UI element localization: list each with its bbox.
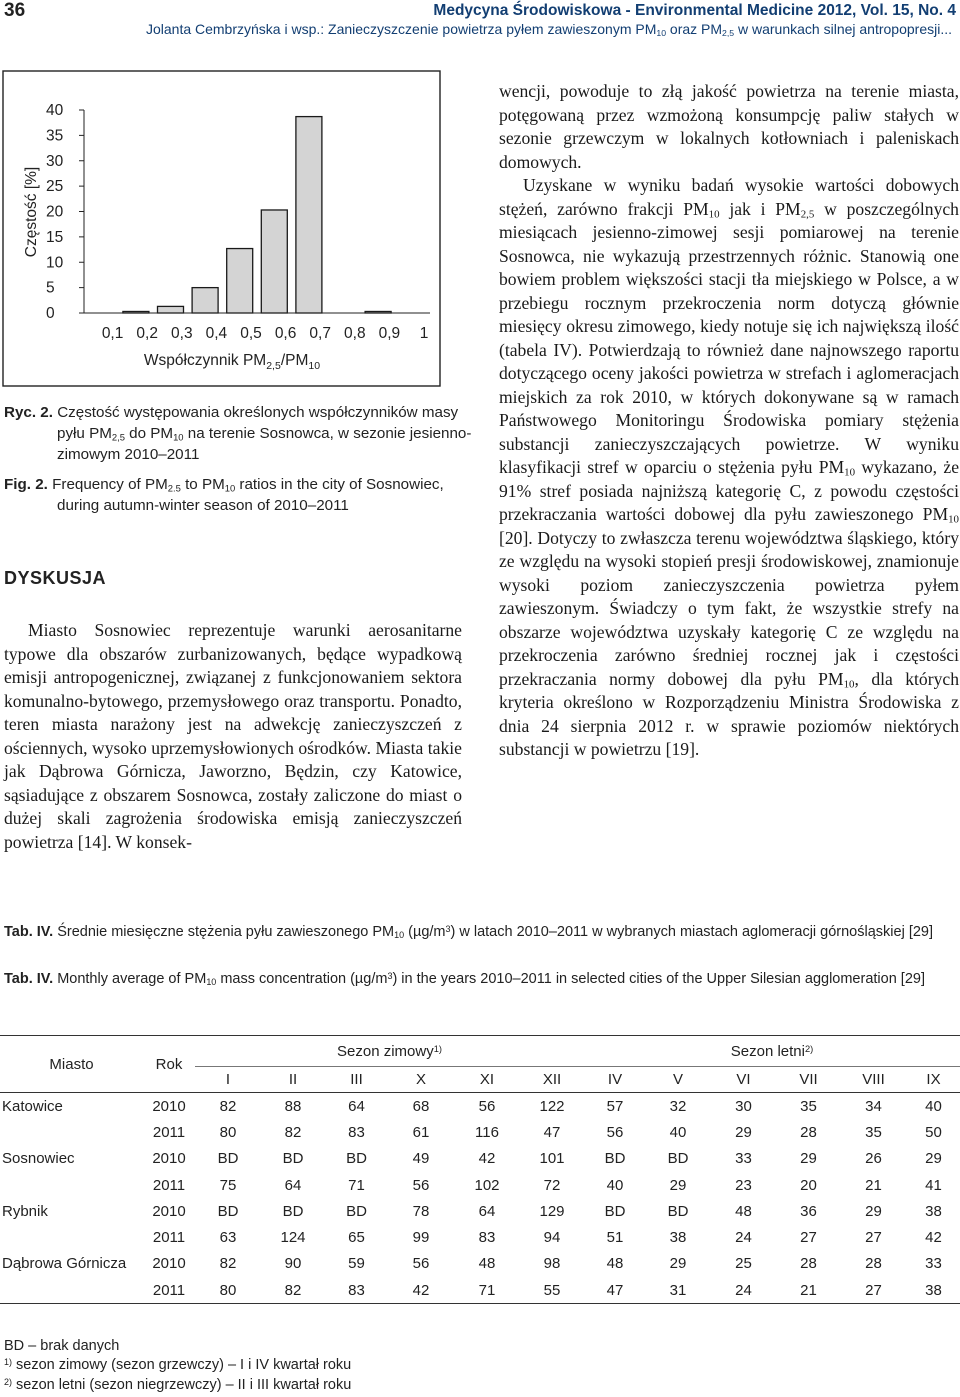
value-cell: 48 [735, 1202, 752, 1220]
value-cell: 56 [412, 1255, 430, 1273]
running-head-sub: 2,5 [722, 28, 735, 39]
city-cell: Dąbrowa Górnicza [2, 1255, 127, 1273]
value-cell: 24 [735, 1229, 752, 1247]
value-cell: 20 [800, 1176, 817, 1194]
value-cell: 35 [800, 1097, 817, 1115]
value-cell: 33 [735, 1150, 752, 1168]
value-cell: 30 [735, 1097, 752, 1115]
running-head-sub: 10 [656, 28, 667, 39]
journal-title: Medycyna Środowiskowa - Environmental Medicine 2012, Vol. 15, No. 4 [433, 2, 956, 19]
value-cell: 94 [543, 1229, 561, 1247]
value-cell: 29 [669, 1176, 687, 1194]
footnote-2 [4, 1376, 351, 1395]
caption-text: ) w latach 2010–2011 w wybranych miastach aglomeracji górnośląskiej [29] [450, 924, 934, 940]
figure-caption-en [4, 474, 487, 516]
value-cell: 63 [219, 1229, 237, 1247]
caption-text: to PM [180, 476, 225, 493]
value-cell: 24 [710, 1277, 777, 1304]
value-cell: 29 [800, 1150, 817, 1168]
value-cell: 80 [195, 1277, 261, 1304]
value-cell: 98 [543, 1255, 561, 1273]
x-tick-label: 0,5 [240, 325, 262, 342]
value-cell: 72 [543, 1176, 561, 1194]
value-cell: 64 [284, 1176, 302, 1194]
value-cell: 21 [777, 1277, 840, 1304]
value-cell: 82 [284, 1123, 302, 1141]
value-cell: 56 [606, 1123, 624, 1141]
running-head-text: Jolanta Cembrzyńska i wsp.: Zanieczyszczenie powietrza pyłem zawieszonym PM [145, 21, 657, 37]
month-header: II [261, 1067, 325, 1093]
value-cell: BD [604, 1150, 626, 1168]
value-cell: 55 [520, 1277, 584, 1304]
bar [296, 117, 322, 313]
month-header: VI [710, 1067, 777, 1093]
x-axis-label [144, 352, 320, 372]
value-cell: 23 [735, 1176, 752, 1194]
year-cell: 2011 [152, 1123, 186, 1141]
month-header: VIII [840, 1067, 907, 1093]
value-cell: 48 [478, 1255, 496, 1273]
value-cell: 25 [735, 1255, 752, 1273]
paragraph: wencji, powoduje to złą jakość powietrza na terenie miasta, potęgowaną przez wzmożoną konsumpcję paliw stałych w sezonie grzewczym w lokalnych kotłowniach i paleniskach domowych. [499, 81, 959, 172]
year-cell: 2010 [152, 1097, 186, 1115]
value-cell: 38 [669, 1229, 687, 1247]
value-cell: 33 [925, 1255, 942, 1273]
value-cell: 82 [219, 1255, 237, 1273]
bar [227, 249, 253, 313]
year-cell: 2010 [152, 1150, 186, 1168]
city-cell: Katowice [2, 1097, 63, 1115]
table-row [0, 1172, 960, 1198]
value-cell: 56 [478, 1097, 496, 1115]
value-cell: BD [217, 1202, 239, 1220]
footnote-text: sezon zimowy (sezon grzewczy) – I i IV kwartał roku [12, 1357, 352, 1373]
x-tick-label: 0,8 [344, 325, 366, 342]
year-cell: 2010 [152, 1202, 186, 1220]
figure-caption-pl [4, 402, 487, 465]
figure-caption-label: Fig. 2. [4, 476, 48, 493]
x-tick-label: 0,7 [309, 325, 331, 342]
value-cell: BD [667, 1150, 689, 1168]
table-row [0, 1119, 960, 1145]
x-axis-label-part: /PM [280, 352, 309, 369]
value-cell: 61 [412, 1123, 430, 1141]
winter-label: Sezon zimowy [337, 1042, 434, 1060]
paragraph-text: [20]. Dotyczy to zwłaszcza terenu województwa śląskiego, który ze względu na wysoki stopień presji środowiskowej, znamionuje wysoki poziom zanieczyszczenia powietrza pyłem zawieszonym. Świadczy o tym fakt, że wszystkie strefy na obszarze województwa uzyskały kategorię C ze względu na przekroczenia zarówno średniej rocznej jak i częstości przekraczania normy dobowej dla pyłu PM [499, 527, 959, 689]
x-tick-label: 0,6 [274, 325, 297, 342]
value-cell: 34 [865, 1097, 882, 1115]
value-cell: 56 [412, 1176, 430, 1194]
bar [192, 288, 218, 313]
value-cell: 40 [669, 1123, 687, 1141]
value-cell: 42 [388, 1277, 454, 1304]
month-header: VII [777, 1067, 840, 1093]
caption-text: Średnie miesięczne stężenia pyłu zawieszonego PM [53, 924, 395, 940]
value-cell: 129 [539, 1202, 565, 1220]
table-caption-label: Tab. IV. [4, 971, 54, 987]
table-row [0, 1277, 960, 1304]
footnote-mark: 1) [4, 1356, 12, 1367]
paragraph-sub: 10 [844, 466, 856, 479]
month-header: IX [907, 1067, 960, 1093]
col-header-winter [195, 1036, 584, 1067]
x-axis-label-part: Współczynnik PM [143, 352, 267, 369]
city-cell: Rybnik [2, 1202, 48, 1220]
value-cell: 59 [348, 1255, 365, 1273]
paragraph-sub: 2,5 [800, 208, 815, 221]
month-header: IV [584, 1067, 646, 1093]
value-cell: 64 [348, 1097, 365, 1115]
caption-text: Częstość występowania określonych współczynników masy pyłu PM [52, 404, 459, 442]
value-cell: 31 [646, 1277, 710, 1304]
bar [158, 306, 184, 313]
caption-sub: 10 [173, 431, 184, 443]
running-head-text: w warunkach silnej antropopresji... [734, 21, 952, 37]
value-cell: 29 [865, 1202, 882, 1220]
value-cell: 80 [219, 1123, 237, 1141]
month-header: X [388, 1067, 454, 1093]
caption-sup: 3 [445, 923, 451, 934]
city-cell: Sosnowiec [2, 1150, 75, 1168]
month-header: XI [454, 1067, 520, 1093]
value-cell: 82 [261, 1277, 325, 1304]
caption-sub: 10 [394, 930, 405, 941]
value-cell: 29 [925, 1150, 942, 1168]
value-cell: 122 [539, 1097, 565, 1115]
value-cell: 102 [474, 1176, 500, 1194]
footnote-1 [4, 1356, 351, 1375]
caption-text: do PM [124, 425, 174, 442]
value-cell: BD [282, 1150, 304, 1168]
value-cell: 40 [606, 1176, 624, 1194]
col-header-city: Miasto [0, 1036, 143, 1093]
table-row [0, 1093, 960, 1120]
paragraph [499, 174, 959, 762]
paragraph-sub: 10 [708, 208, 720, 221]
table-row [0, 1224, 960, 1250]
paragraph-text: , dla których kryteria określono w Rozporządzeniu Ministra Środowiska z dnia 24 sierpnia 2012 r. w sprawie poziomów niektórych substancji w powietrzu [19]. [499, 668, 959, 759]
city-cell [0, 1119, 143, 1145]
concentration-table [0, 1035, 960, 1304]
value-cell: 27 [800, 1229, 817, 1247]
y-tick-label: 15 [46, 228, 64, 246]
value-cell: 35 [865, 1123, 882, 1141]
value-cell: 41 [925, 1176, 942, 1194]
value-cell: 21 [865, 1176, 882, 1194]
running-head [146, 21, 952, 37]
value-cell: 47 [584, 1277, 646, 1304]
value-cell: BD [217, 1150, 239, 1168]
year-cell: 2011 [143, 1277, 195, 1304]
winter-sup: 1) [433, 1043, 442, 1054]
x-axis-label-sub: 2,5 [266, 360, 281, 372]
summer-label: Sezon letni [730, 1042, 805, 1060]
table-row [0, 1146, 960, 1172]
x-tick-label: 0,2 [136, 325, 158, 342]
value-cell: 32 [669, 1097, 687, 1115]
caption-text: na terenie Sosnowca, w sezonie jesienno-zimowym 2010–2011 [57, 425, 472, 463]
value-cell: 124 [280, 1229, 306, 1247]
value-cell: BD [604, 1202, 626, 1220]
value-cell: 71 [454, 1277, 520, 1304]
y-tick-label: 5 [46, 279, 55, 297]
caption-sub: 10 [206, 977, 217, 988]
col-header-year: Rok [143, 1036, 195, 1093]
caption-text: mass concentration (µg/m [216, 971, 388, 987]
page-number: 36 [4, 0, 26, 21]
paragraph-sub: 10 [843, 678, 855, 691]
value-cell: 26 [865, 1150, 882, 1168]
value-cell: 90 [284, 1255, 302, 1273]
caption-text: Monthly average of PM [53, 971, 207, 987]
paragraph: Miasto Sosnowiec reprezentuje warunki aerosanitarne typowe dla obszarów zurbanizowanych, będące wypadkową emisji antropogenicznej, związanej z funkcjonowaniem sektora komunalno-bytowego, przemysłowego oraz transportu. Ponadto, teren miasta narażony jest na adwekcję zanieczyszczeń z ościennych, wysoko uprzemysłowionych ośrodków. Miasta takie jak Dąbrowa Górnicza, Jaworzno, Będzin, czy Katowice, sąsiadujące z obszarem Sosnowca, zostały zaliczone do miast o dużej skali zagrożenia środowiska emisją zanieczyszczeń powietrza [14]. W konsek- [4, 620, 462, 852]
value-cell: 38 [907, 1277, 960, 1304]
footnote-bd: BD – brak danych [4, 1338, 120, 1354]
month-header: III [325, 1067, 388, 1093]
value-cell: 78 [412, 1202, 430, 1220]
value-cell: 75 [219, 1176, 237, 1194]
value-cell: 88 [284, 1097, 302, 1115]
y-tick-label: 20 [46, 203, 64, 221]
value-cell: 83 [348, 1123, 365, 1141]
month-header: V [646, 1067, 710, 1093]
value-cell: 29 [735, 1123, 752, 1141]
value-cell: 27 [865, 1229, 882, 1247]
table-caption-en [4, 969, 960, 989]
city-cell [0, 1277, 143, 1304]
table-row [0, 1251, 960, 1277]
month-header: XII [520, 1067, 584, 1093]
value-cell: 82 [219, 1097, 237, 1115]
y-tick-label: 0 [46, 305, 55, 322]
value-cell: 57 [606, 1097, 624, 1115]
value-cell: 101 [539, 1150, 565, 1168]
value-cell: 40 [925, 1097, 942, 1115]
value-cell: BD [346, 1202, 367, 1220]
value-cell: 64 [478, 1202, 496, 1220]
paragraph-text: wykazano, że 91% stref posiada najniższą kategorię C, z powodu częstości przekraczania wartości dobowej dla pyłu zawieszonego PM [499, 457, 960, 524]
value-cell: 71 [348, 1176, 365, 1194]
x-tick-label: 0,3 [171, 325, 193, 342]
y-tick-label: 40 [46, 102, 64, 119]
value-cell: 51 [606, 1229, 624, 1247]
value-cell: 65 [348, 1229, 365, 1247]
value-cell: 47 [543, 1123, 561, 1141]
caption-text: Frequency of PM [47, 476, 168, 493]
value-cell: 42 [925, 1229, 942, 1247]
city-cell [0, 1224, 143, 1250]
x-axis-label-sub: 10 [308, 360, 321, 372]
value-cell: 28 [800, 1123, 817, 1141]
year-cell: 2011 [152, 1176, 186, 1194]
footnote-text: sezon letni (sezon niegrzewczy) – II i III kwartał roku [12, 1377, 352, 1393]
caption-text: ratios in the city of Sosnowiec, during autumn-winter season of 2010–2011 [57, 476, 444, 514]
year-cell: 2011 [152, 1229, 186, 1247]
section-heading: DYSKUSJA [4, 568, 107, 588]
value-cell: 29 [669, 1255, 687, 1273]
x-tick-label: 1 [419, 325, 429, 342]
value-cell: 116 [475, 1123, 499, 1141]
paragraph-sub: 10 [948, 513, 959, 526]
paragraph-text: Uzyskane w wyniku badań wysokie wartości dobowych stężeń, zarówno frakcji PM [499, 175, 959, 219]
table-caption-pl [4, 922, 960, 942]
running-head-text: oraz PM [666, 21, 723, 37]
x-tick-label: 0,1 [101, 325, 124, 342]
caption-text: ) in the years 2010–2011 in selected cities of the Upper Silesian agglomeration [29] [392, 971, 925, 987]
value-cell: 42 [478, 1150, 496, 1168]
y-tick-label: 30 [46, 152, 64, 170]
figure-caption-label: Ryc. 2. [4, 404, 53, 421]
value-cell: 36 [800, 1202, 817, 1220]
value-cell: 83 [325, 1277, 388, 1304]
table-row [0, 1198, 960, 1224]
value-cell: 38 [925, 1202, 942, 1220]
value-cell: 48 [606, 1255, 624, 1273]
paragraph-text: jak i PM [719, 198, 801, 219]
caption-sub: 10 [224, 482, 236, 494]
summer-sup: 2) [804, 1043, 814, 1054]
bar [261, 210, 287, 313]
x-tick-label: 0,9 [378, 325, 401, 342]
table-caption-label: Tab. IV. [4, 924, 54, 940]
value-cell: 28 [800, 1255, 817, 1273]
city-cell [0, 1172, 143, 1198]
col-header-summer [584, 1036, 960, 1067]
value-cell: BD [346, 1150, 367, 1168]
paragraph-text: w poszczególnych miesiącach jesienno-zimowej sesji pomiarowej na terenie Sosnowca, nie wykazują przestrzennych różnic. Stanowią one bowiem problem większości stacji tła miejskiego w Polsce, a w przebiegu rocznym przekroczenia norm dotyczą głównie miesięcy okresu zimowego, kiedy notuje się ich największą ilość (tabela IV). Potwierdzają to również dane najnowszego raportu dotyczącego oceny jakości powietrza w strefach i aglomeracjach miejskich za rok 2010, w których dokonywane są w ramach Państwowego Monitoringu Środowiska pomiary stężenia substancji zanieczyszczających powietrze. W wyniku klasyfikacji stref w oparciu o stężenia pyłu PM [499, 198, 959, 477]
value-cell: 68 [412, 1097, 430, 1115]
left-column [4, 619, 462, 854]
caption-text: (µg/m [404, 924, 446, 940]
caption-sub: 2.5 [167, 482, 181, 494]
y-tick-label: 10 [46, 254, 64, 272]
value-cell: 99 [412, 1229, 430, 1247]
frequency-bar-chart [2, 70, 442, 388]
month-header: I [195, 1067, 261, 1093]
value-cell: BD [667, 1202, 689, 1220]
value-cell: 50 [925, 1123, 942, 1141]
y-tick-label: 35 [46, 127, 64, 145]
footnote-mark: 2) [4, 1376, 12, 1387]
caption-sub: 2,5 [111, 431, 125, 443]
y-axis-label: Częstość [%] [23, 166, 40, 258]
value-cell: 49 [412, 1150, 430, 1168]
value-cell: 83 [478, 1229, 496, 1247]
caption-sup: 3 [387, 970, 393, 981]
value-cell: 28 [865, 1255, 882, 1273]
right-column [499, 80, 959, 762]
value-cell: BD [282, 1202, 304, 1220]
year-cell: 2010 [152, 1255, 186, 1273]
value-cell: 27 [840, 1277, 907, 1304]
x-tick-label: 0,4 [205, 325, 228, 342]
y-tick-label: 25 [46, 178, 64, 196]
